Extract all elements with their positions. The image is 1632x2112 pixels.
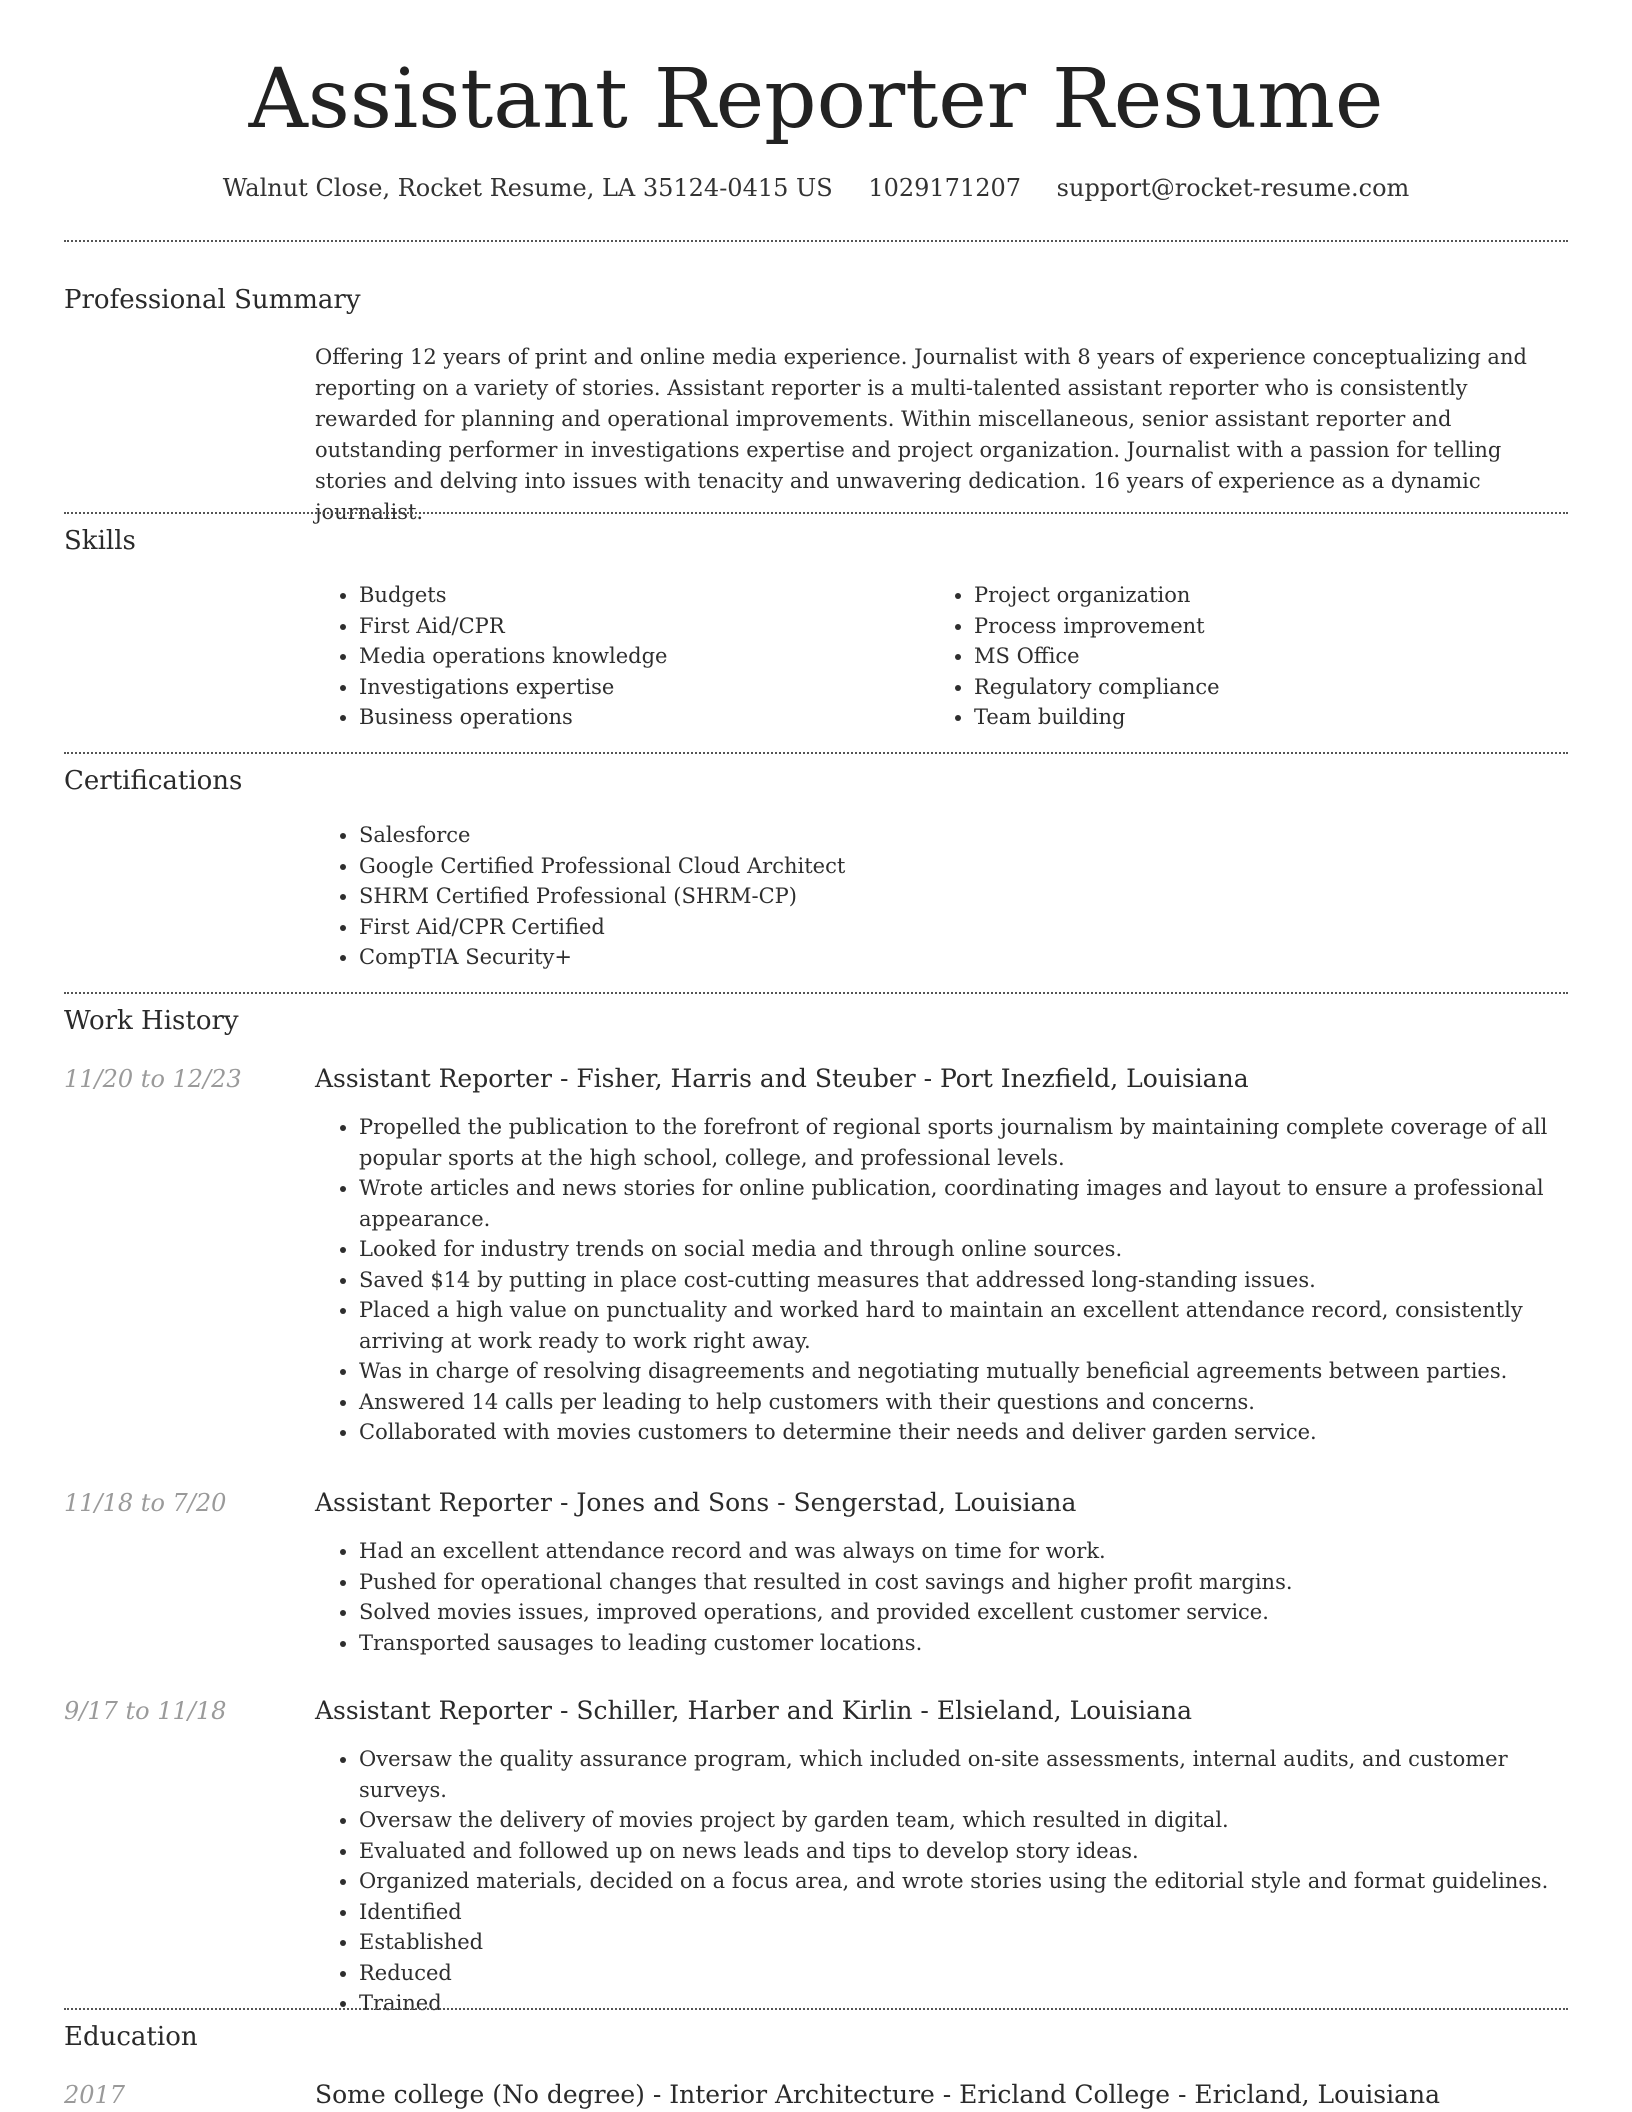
list-item: • Identified (359, 1897, 1570, 1928)
section-heading-work-history: Work History (64, 1006, 239, 1036)
job-title: Assistant Reporter - Schiller, Harber and Kirlin - Elsieland, Louisiana (315, 1696, 1193, 1725)
list-item: • Budgets (359, 580, 915, 611)
list-item: • Pushed for operational changes that resulted in cost savings and higher profit margins. (359, 1567, 1570, 1598)
list-item: • Organized materials, decided on a focus area, and wrote stories using the editorial style and format guidelines. (359, 1866, 1570, 1897)
contact-line (0, 172, 1632, 204)
list-item: • Looked for industry trends on social media and through online sources. (359, 1234, 1570, 1265)
divider (64, 240, 1568, 242)
list-item: • Oversaw the quality assurance program, which included on-site assessments, internal audits, and customer surveys. (359, 1744, 1570, 1805)
list-item: • Team building (974, 702, 1550, 733)
list-item: • Trained (359, 1988, 1570, 2019)
job-title: Assistant Reporter - Jones and Sons - Sengerstad, Louisiana (315, 1488, 1077, 1517)
list-item: • Reduced (359, 1958, 1570, 1989)
list-item: • Saved $14 by putting in place cost-cutting measures that addressed long-standing issues. (359, 1265, 1570, 1296)
section-heading-summary: Professional Summary (64, 285, 361, 315)
list-item: • Established (359, 1927, 1570, 1958)
contact-address: Walnut Close, Rocket Resume, LA 35124-0415 US (222, 174, 833, 202)
list-item: • First Aid/CPR Certified (359, 912, 1565, 943)
list-item: • Wrote articles and news stories for online publication, coordinating images and layout to ensure a professional appearance. (359, 1173, 1570, 1234)
list-item: • Investigations expertise (359, 672, 915, 703)
list-item: • SHRM Certified Professional (SHRM-CP) (359, 881, 1565, 912)
list-item: • Business operations (359, 702, 915, 733)
contact-phone: 1029171207 (868, 174, 1022, 202)
list-item: • Placed a high value on punctuality and worked hard to maintain an excellent attendance record, consistently arriving at work ready to work right away. (359, 1295, 1570, 1356)
page-title: Assistant Reporter Resume (248, 52, 1384, 147)
list-item: • Answered 14 calls per leading to help customers with their questions and concerns. (359, 1387, 1570, 1418)
job-bullets (315, 1112, 1570, 1448)
list-item: • Google Certified Professional Cloud Architect (359, 851, 1565, 882)
education-year: 2017 (64, 2081, 126, 2109)
contact-email: support@rocket-resume.com (1056, 174, 1410, 202)
divider (64, 2008, 1568, 2010)
list-item: • Propelled the publication to the forefront of regional sports journalism by maintaining complete coverage of all popular sports at the high school, college, and professional levels. (359, 1112, 1570, 1173)
education-title: Some college (No degree) - Interior Architecture - Ericland College - Ericland, Louisiana (315, 2080, 1440, 2109)
list-item: • Project organization (974, 580, 1550, 611)
section-heading-skills: Skills (64, 526, 136, 556)
list-item: • Oversaw the delivery of movies project by garden team, which resulted in digital. (359, 1805, 1570, 1836)
certifications-list (315, 820, 1565, 973)
list-item: • Regulatory compliance (974, 672, 1550, 703)
list-item: • First Aid/CPR (359, 611, 915, 642)
job-bullets (315, 1744, 1570, 2019)
list-item: • Process improvement (974, 611, 1550, 642)
list-item: • Solved movies issues, improved operations, and provided excellent customer service. (359, 1597, 1570, 1628)
list-item: • Collaborated with movies customers to determine their needs and deliver garden service. (359, 1417, 1570, 1448)
divider (64, 992, 1568, 994)
job-dates: 9/17 to 11/18 (64, 1697, 227, 1725)
list-item: • Evaluated and followed up on news leads and tips to develop story ideas. (359, 1836, 1570, 1867)
divider (64, 512, 1568, 514)
section-heading-education: Education (64, 2022, 198, 2052)
list-item: • Was in charge of resolving disagreements and negotiating mutually beneficial agreements between parties. (359, 1356, 1570, 1387)
list-item: • CompTIA Security+ (359, 942, 1565, 973)
skills-left-column (315, 580, 915, 733)
summary-text: Offering 12 years of print and online media experience. Journalist with 8 years of experience conceptualizing and reporting on a variety of stories. Assistant reporter is a multi-talented assistant reporter who is consistently rewarded for planning and operational improvements. Within miscellaneous, senior assistant reporter and outstanding performer in investigations expertise and project organization. Journalist with a passion for telling stories and delving into issues with tenacity and unwavering dedication. 16 years of experience as a dynamic journalist. (315, 345, 1527, 524)
list-item: • Media operations knowledge (359, 641, 915, 672)
divider (64, 752, 1568, 754)
list-item: • Transported sausages to leading customer locations. (359, 1628, 1570, 1659)
job-bullets (315, 1536, 1570, 1658)
list-item: • Salesforce (359, 820, 1565, 851)
list-item: • Had an excellent attendance record and was always on time for work. (359, 1536, 1570, 1567)
list-item: • MS Office (974, 641, 1550, 672)
skills-right-column (930, 580, 1550, 733)
section-heading-certifications: Certifications (64, 766, 243, 796)
job-title: Assistant Reporter - Fisher, Harris and Steuber - Port Inezfield, Louisiana (315, 1064, 1249, 1093)
job-dates: 11/18 to 7/20 (64, 1489, 227, 1517)
job-dates: 11/20 to 12/23 (64, 1065, 242, 1093)
